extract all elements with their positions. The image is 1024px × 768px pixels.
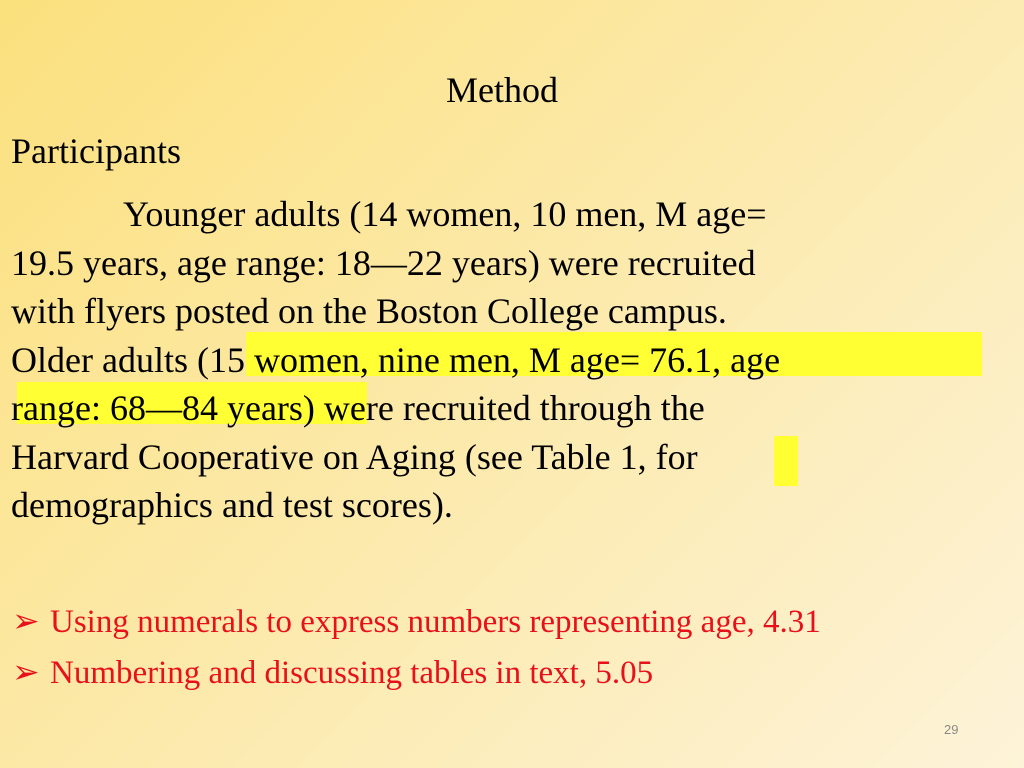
paragraph-line-text: 19.5 years, age range: 18—22 years) were recruited (11, 242, 756, 283)
bullet-item (12, 597, 821, 648)
paragraph-line-text: ) were recruited through the (302, 388, 705, 428)
bullet-text: Using numerals to express numbers representing age, 4.31 (50, 604, 821, 640)
bullet-text: Numbering and discussing tables in text, 5.05 (50, 655, 654, 691)
highlighted-text: ange: 68—84 years (23, 388, 303, 428)
paragraph-line (11, 336, 991, 385)
highlighted-text: 15 women, nine men, M age= 76.1, age (208, 339, 781, 380)
paragraph-line-text: , for (637, 436, 698, 477)
page-number: 29 (944, 722, 959, 737)
reference-bullets (12, 597, 821, 699)
highlighted-text: 1 (619, 436, 638, 477)
paragraph-line-text: r (11, 388, 23, 428)
paragraph-line-text: Older adults ( (11, 339, 209, 380)
arrow-bullet-icon: ➢ (12, 655, 40, 691)
paragraph-line (11, 190, 991, 239)
paragraph-line (11, 239, 991, 288)
paragraph-line (11, 481, 991, 530)
arrow-bullet-icon: ➢ (12, 604, 40, 640)
slide-heading: Method (446, 70, 558, 110)
paragraph-line (11, 287, 991, 336)
bullet-item (12, 648, 821, 699)
paragraph-line-text: Harvard Cooperative on Aging (see Table (11, 436, 620, 477)
paragraph-line (11, 433, 991, 482)
section-title: Participants (11, 131, 181, 171)
paragraph-line (11, 384, 991, 433)
paragraph-line-text: Younger adults (14 women, 10 men, M age= (123, 194, 767, 234)
paragraph-line-text: with flyers posted on the Boston College campus. (11, 291, 727, 331)
paragraph-line-text: demographics and test scores). (11, 485, 453, 525)
participants-paragraph (11, 190, 991, 530)
